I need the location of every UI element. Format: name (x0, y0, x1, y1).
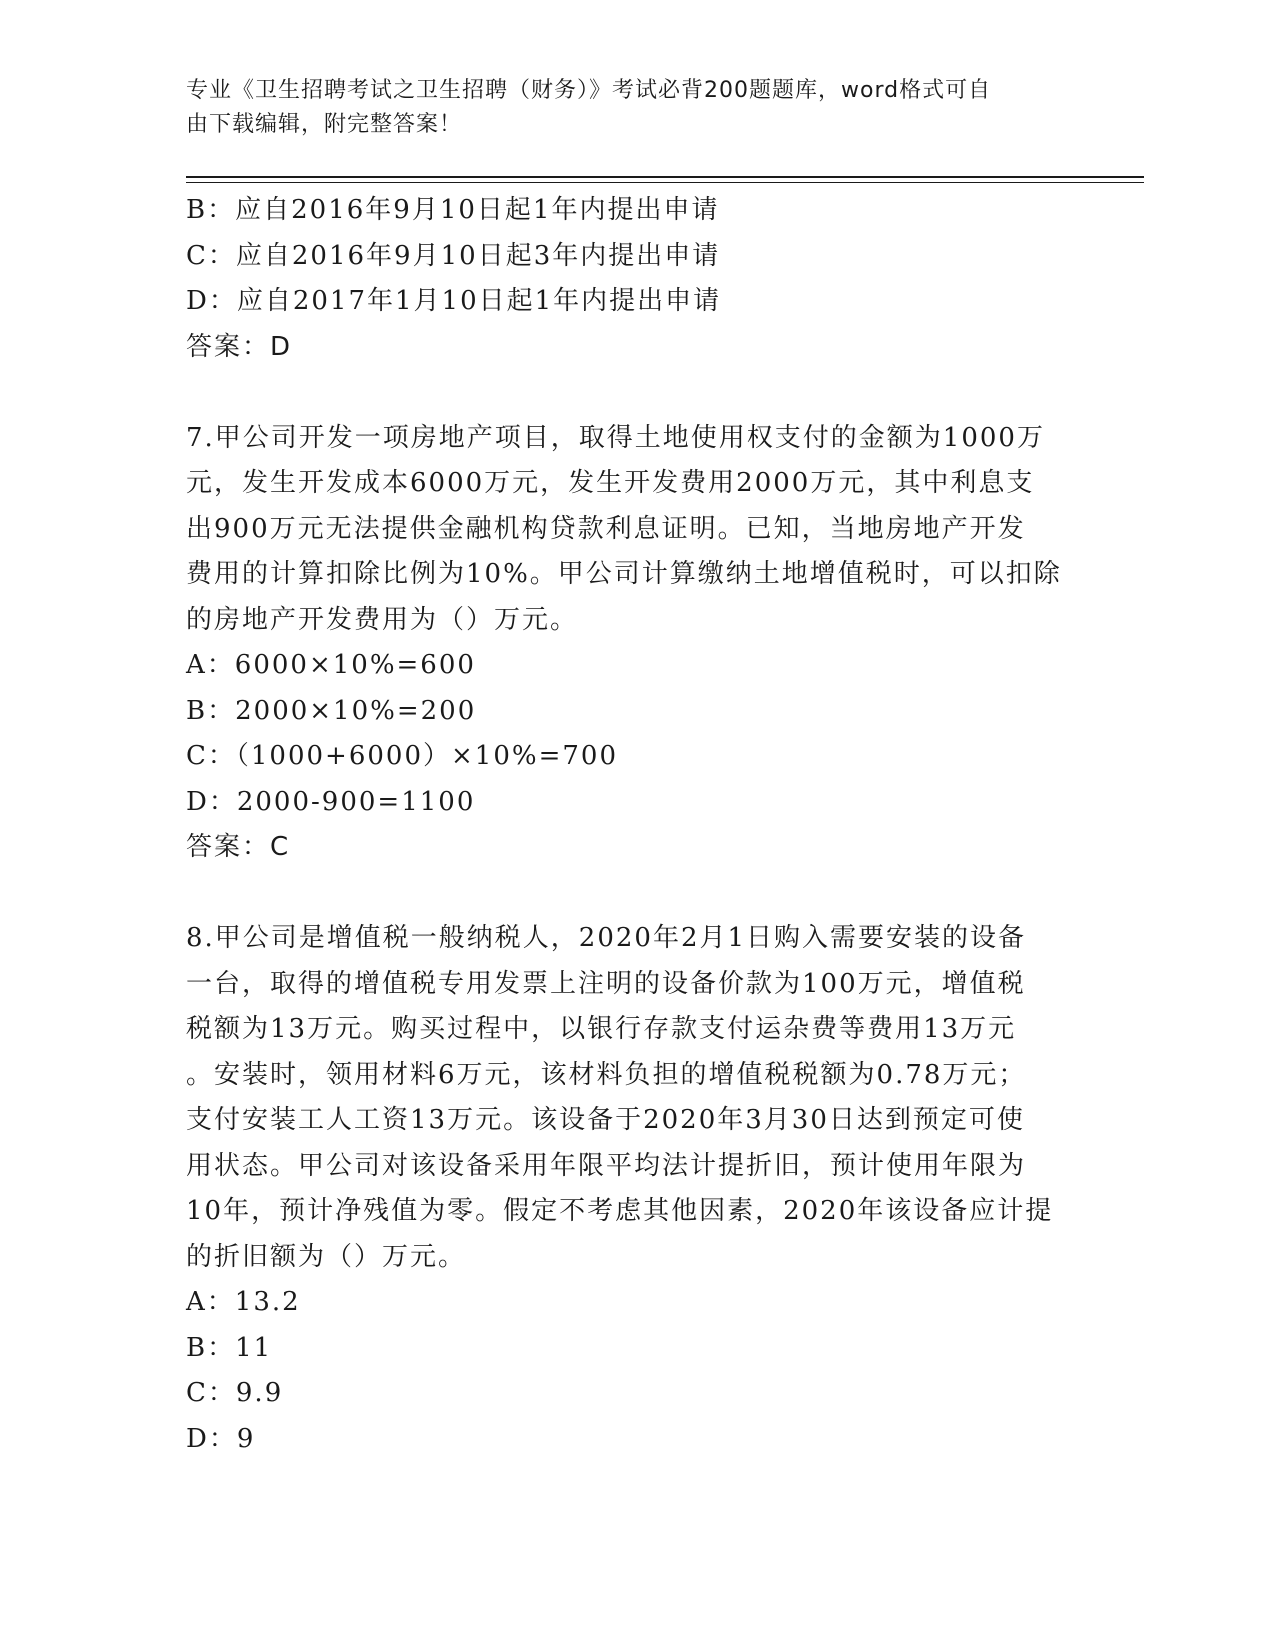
option-d: D：应自2017年1月10日起1年内提出申请 (186, 286, 722, 316)
spacer (186, 871, 1086, 917)
spacer (186, 370, 1086, 416)
question-8 (186, 916, 1086, 1462)
question-stem-line: 税额为13万元。购买过程中，以银行存款支付运杂费等费用13万元 (186, 1014, 1017, 1044)
option-d: D：9 (186, 1423, 256, 1454)
question-stem-line: 元，发生开发成本6000万元，发生开发费用2000万元，其中利息支 (186, 468, 1035, 498)
question-7 (186, 416, 1086, 871)
option-c: C：（1000+6000）×10%=700 (186, 741, 619, 771)
question-stem-line: 用状态。甲公司对该设备采用年限平均法计提折旧，预计使用年限为 (186, 1150, 1027, 1181)
header-divider-thick (186, 176, 1144, 178)
option-c: C：应自2016年9月10日起3年内提出申请 (186, 240, 721, 271)
document-body (186, 188, 1086, 1462)
header-line-2: 由下载编辑，附完整答案！ (186, 112, 463, 137)
question-stem-line: 。安装时，领用材料6万元，该材料负担的增值税税额为0.78万元； (186, 1059, 1027, 1090)
option-b: B：2000×10%=200 (186, 695, 477, 726)
question-6-remainder (186, 188, 1086, 370)
option-a: A：13.2 (186, 1287, 301, 1317)
question-stem-line: 支付安装工人工资13万元。该设备于2020年3月30日达到预定可使 (186, 1105, 1025, 1135)
question-stem-line: 一台，取得的增值税专用发票上注明的设备价款为100万元，增值税 (186, 968, 1026, 999)
answer-line: 答案：D (186, 331, 293, 362)
option-d: D：2000-900=1100 (186, 786, 476, 817)
option-a: A：6000×10%=600 (186, 650, 476, 680)
question-stem-line: 费用的计算扣除比例为10%。甲公司计算缴纳土地增值税时，可以扣除 (186, 559, 1062, 589)
answer-line: 答案：C (186, 832, 291, 862)
question-stem-line: 7.甲公司开发一项房地产项目，取得土地使用权支付的金额为1000万 (186, 422, 1045, 453)
question-stem-line: 10年，预计净残值为零。假定不考虑其他因素，2020年该设备应计提 (186, 1196, 1054, 1226)
option-b: B：11 (186, 1332, 273, 1363)
option-b: B：应自2016年9月10日起1年内提出申请 (186, 195, 720, 225)
question-stem-line: 出900万元无法提供金融机构贷款利息证明。已知，当地房地产开发 (186, 513, 1026, 544)
header-divider-thin (186, 182, 1144, 183)
option-c: C：9.9 (186, 1378, 284, 1408)
question-stem-line: 的折旧额为（）万元。 (186, 1241, 467, 1272)
header-line-1: 专业《卫生招聘考试之卫生招聘（财务）》考试必背200题题库，word格式可自 (186, 78, 992, 103)
question-stem-line: 的房地产开发费用为（）万元。 (186, 604, 579, 635)
document-header (186, 74, 1086, 142)
question-stem-line: 8.甲公司是增值税一般纳税人，2020年2月1日购入需要安装的设备 (186, 923, 1027, 953)
